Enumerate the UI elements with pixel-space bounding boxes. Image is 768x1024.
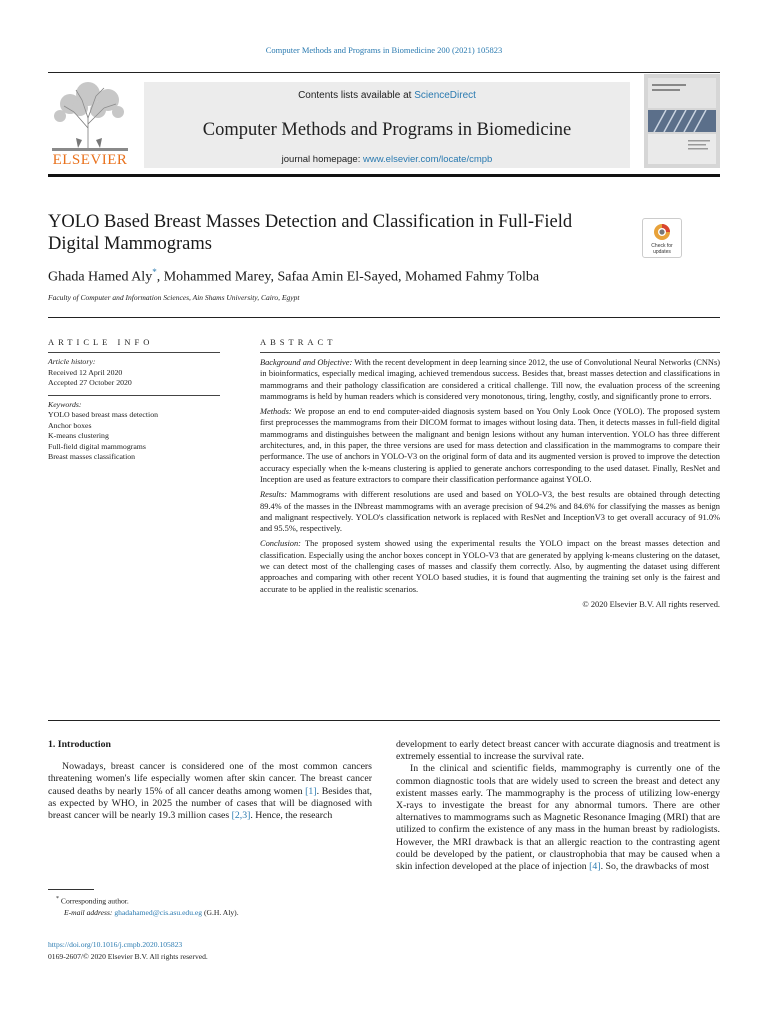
keyword-item: Full-field digital mammograms — [48, 441, 146, 451]
abstract-copyright: © 2020 Elsevier B.V. All rights reserved. — [582, 599, 720, 609]
email-link[interactable]: ghadahamed@cis.asu.edu.eg — [114, 908, 203, 918]
corresponding-author-mark[interactable]: * — [152, 267, 157, 277]
doi-link[interactable]: https://doi.org/10.1016/j.cmpb.2020.105823 — [48, 940, 183, 949]
results-text: Mammograms with different resolutions are used and based on YOLO-V3, the best results are obtained through detecting 89.4% of the masses in the INbreast mammograms with an average precision of 94.2% and 84.6% for classifying the masses as benign and malignant respectively. YOLO's classification network is replaced with ResNet and InceptionV3 to get overall accuracy of 91.0% and 95.5%, respectively. — [260, 490, 721, 534]
email-suffix: (G.H. Aly). — [202, 908, 239, 918]
footnote-rule — [48, 889, 94, 890]
abstract-background — [260, 357, 720, 402]
journal-title: Computer Methods and Programs in Biomedicine — [202, 120, 572, 140]
homepage-link[interactable]: www.elsevier.com/locate/cmpb — [362, 154, 493, 165]
accepted-date: Accepted 27 October 2020 — [48, 378, 132, 387]
other-authors: , Mohammed Marey, Safaa Amin El-Sayed, Mohamed Fahmy Tolba — [156, 269, 540, 285]
journal-masthead — [48, 74, 720, 172]
journal-cover-image — [644, 74, 720, 168]
abstract-results — [260, 489, 720, 534]
intro-left-column — [48, 739, 372, 822]
doi-block — [48, 939, 208, 962]
corresponding-author-note: Corresponding author. — [60, 896, 129, 906]
intro-right-column — [396, 739, 720, 873]
history-label: Article history: — [48, 357, 96, 366]
affiliation: Faculty of Computer and Information Sciences, Ain Shams University, Cairo, Egypt — [48, 293, 300, 302]
issn-copyright: 0169-2607/© 2020 Elsevier B.V. All rights reserved. — [48, 951, 208, 961]
intro-text: . So, the drawbacks of most — [600, 861, 710, 873]
top-rule — [48, 72, 720, 73]
background-text: With the recent development in deep learning since 2012, the use of Convolutional Neural Networks (CNNs) in bioinformatics, especially medical imaging, achieved tremendous success. Besides that, breast masses detection and classifications in mammograms and their pathology classification are considered a critical challenge. Till now, the evaluation process of the screening mammograms is held by human readers which is considered very monotonous, tiring, lengthy, costly, and significantly prone to errors. — [260, 358, 720, 401]
intro-text: Nowadays, breast cancer is considered one of the most common cancers threatening women's life especially women after skin cancer. The breast cancer caused deaths by nearly 15% of all cancer deaths among women — [48, 761, 372, 797]
ref-link-2-3[interactable]: [2,3] — [231, 810, 251, 822]
results-label: Results: — [260, 490, 287, 500]
keyword-item: YOLO based breast mass detection — [48, 410, 158, 419]
intro-heading: 1. Introduction — [48, 739, 111, 750]
intro-text: . Besides that, as expected by WHO, in 2025 the number of cases that will be diagnosed with breast cancer will be nearly 19.3 million cases — [48, 785, 372, 822]
keyword-item: Anchor boxes — [48, 420, 92, 430]
intro-text: . Hence, the research — [250, 810, 333, 822]
author-1: Ghada Hamed Aly — [48, 269, 153, 285]
article-title-line-2: Digital Mammograms — [48, 234, 212, 254]
abstract-rule-bottom — [48, 720, 720, 721]
abstract-methods — [260, 406, 720, 485]
footnote-mark: * — [56, 896, 59, 902]
article-title — [48, 211, 628, 255]
methods-label: Methods: — [260, 407, 292, 417]
conclusion-text: The proposed system showed using the experimental results the YOLO impact on the breast masses detection and classification. Especially using the anchor boxes concept in YOLO-V3 that are generated by applying k-means clustering on the dataset, we can detect most of the challenging cases of masses and classify them correctly. Also, by augmenting the dataset using different approaches and comparing with other recent YOLO based studies, it is found that augmenting the training set only is the fairest and accurate to be applied in the realistic scenarios. — [260, 539, 720, 594]
homepage-prefix: journal homepage: — [281, 154, 363, 165]
received-date: Received 12 April 2020 — [48, 367, 123, 377]
keyword-item: K-means clustering — [48, 431, 109, 440]
check-updates-line-2: updates — [653, 249, 671, 255]
background-label: Background and Objective: — [260, 358, 353, 367]
info-rule-2 — [48, 395, 220, 396]
abstract-panel — [260, 352, 720, 610]
intro-right-paragraph-1: development to early detect breast cancer with accurate diagnosis and treatment is extremely essential to increase the survival rate. — [396, 739, 720, 763]
email-label: E-mail address: — [64, 908, 115, 918]
journal-citation[interactable]: Computer Methods and Programs in Biomedicine 200 (2021) 105823 — [265, 45, 503, 55]
elsevier-wordmark: ELSEVIER — [52, 152, 128, 168]
article-info-panel — [48, 352, 220, 463]
contents-line — [144, 90, 630, 101]
author-list — [48, 267, 698, 286]
intro-right-paragraph-2 — [396, 763, 720, 873]
sciencedirect-link[interactable]: ScienceDirect — [414, 90, 476, 101]
masthead-bottom-rule — [48, 174, 720, 177]
journal-info-box — [144, 82, 630, 168]
article-title-line-1: YOLO Based Breast Masses Detection and Classification in Full-Field — [48, 212, 573, 232]
ref-link-1[interactable]: [1] — [305, 785, 317, 797]
intro-text: In the clinical and scientific fields, mammography is currently one of the common diagnostic tools that are widely used to screen the breast and detect any existent masses early. The mammography is the process of utilizing low-energy X-rays to investigate the breast for any abnormal tumors. There are other alternatives to mammograms such as Magnetic Resonance Imaging (MRI) that are utilized to confirm the existence of any mass in the human breast by radiologists. However, the MRI drawback is that an allergic reaction to the contrasting agent could be developed by the patient, or claustrophobia that may be caused when a skin infection developed at the place of injection — [396, 763, 720, 873]
ref-link-4[interactable]: [4] — [589, 861, 601, 873]
keyword-item: Breast masses classification — [48, 452, 136, 461]
keywords-label: Keywords: — [48, 399, 82, 409]
conclusion-label: Conclusion: — [260, 539, 301, 549]
article-info-heading: ARTICLE INFO — [48, 337, 154, 347]
header-rule — [48, 317, 720, 318]
abstract-heading: ABSTRACT — [260, 337, 337, 347]
homepage-line — [144, 154, 630, 165]
check-updates-icon — [643, 219, 681, 257]
check-updates-line-1: Check for — [651, 243, 673, 249]
footnote — [48, 894, 372, 919]
methods-text: We propose an end to end computer-aided diagnosis system based on You Only Look Once (YOLO). The proposed system first preprocesses the mammograms from their DICOM format to images without losing data. Then, it detects masses in full-field digital mammograms and distinguishes between the malignant and benign lesions without any human intervention. YOLO has three different architectures, and, in this paper, the three versions are used for mass detection and classification in the mammograms to compare their performance. The use of anchors in YOLO-V3 on the original form of data and its augmented version is proved to improve the detection accuracy especially when the k-means clustering is applied to generate anchors corresponding to the used dataset. Finally, ResNet and Inception are used as feature extractors to compare their classification performance against YOLO. — [260, 407, 720, 484]
info-rule-1 — [48, 352, 220, 353]
intro-paragraph-1 — [48, 761, 372, 822]
contents-prefix: Contents lists available at — [298, 90, 415, 101]
abstract-conclusion — [260, 538, 720, 594]
abstract-rule — [260, 352, 720, 353]
check-for-updates-button[interactable] — [642, 218, 682, 258]
